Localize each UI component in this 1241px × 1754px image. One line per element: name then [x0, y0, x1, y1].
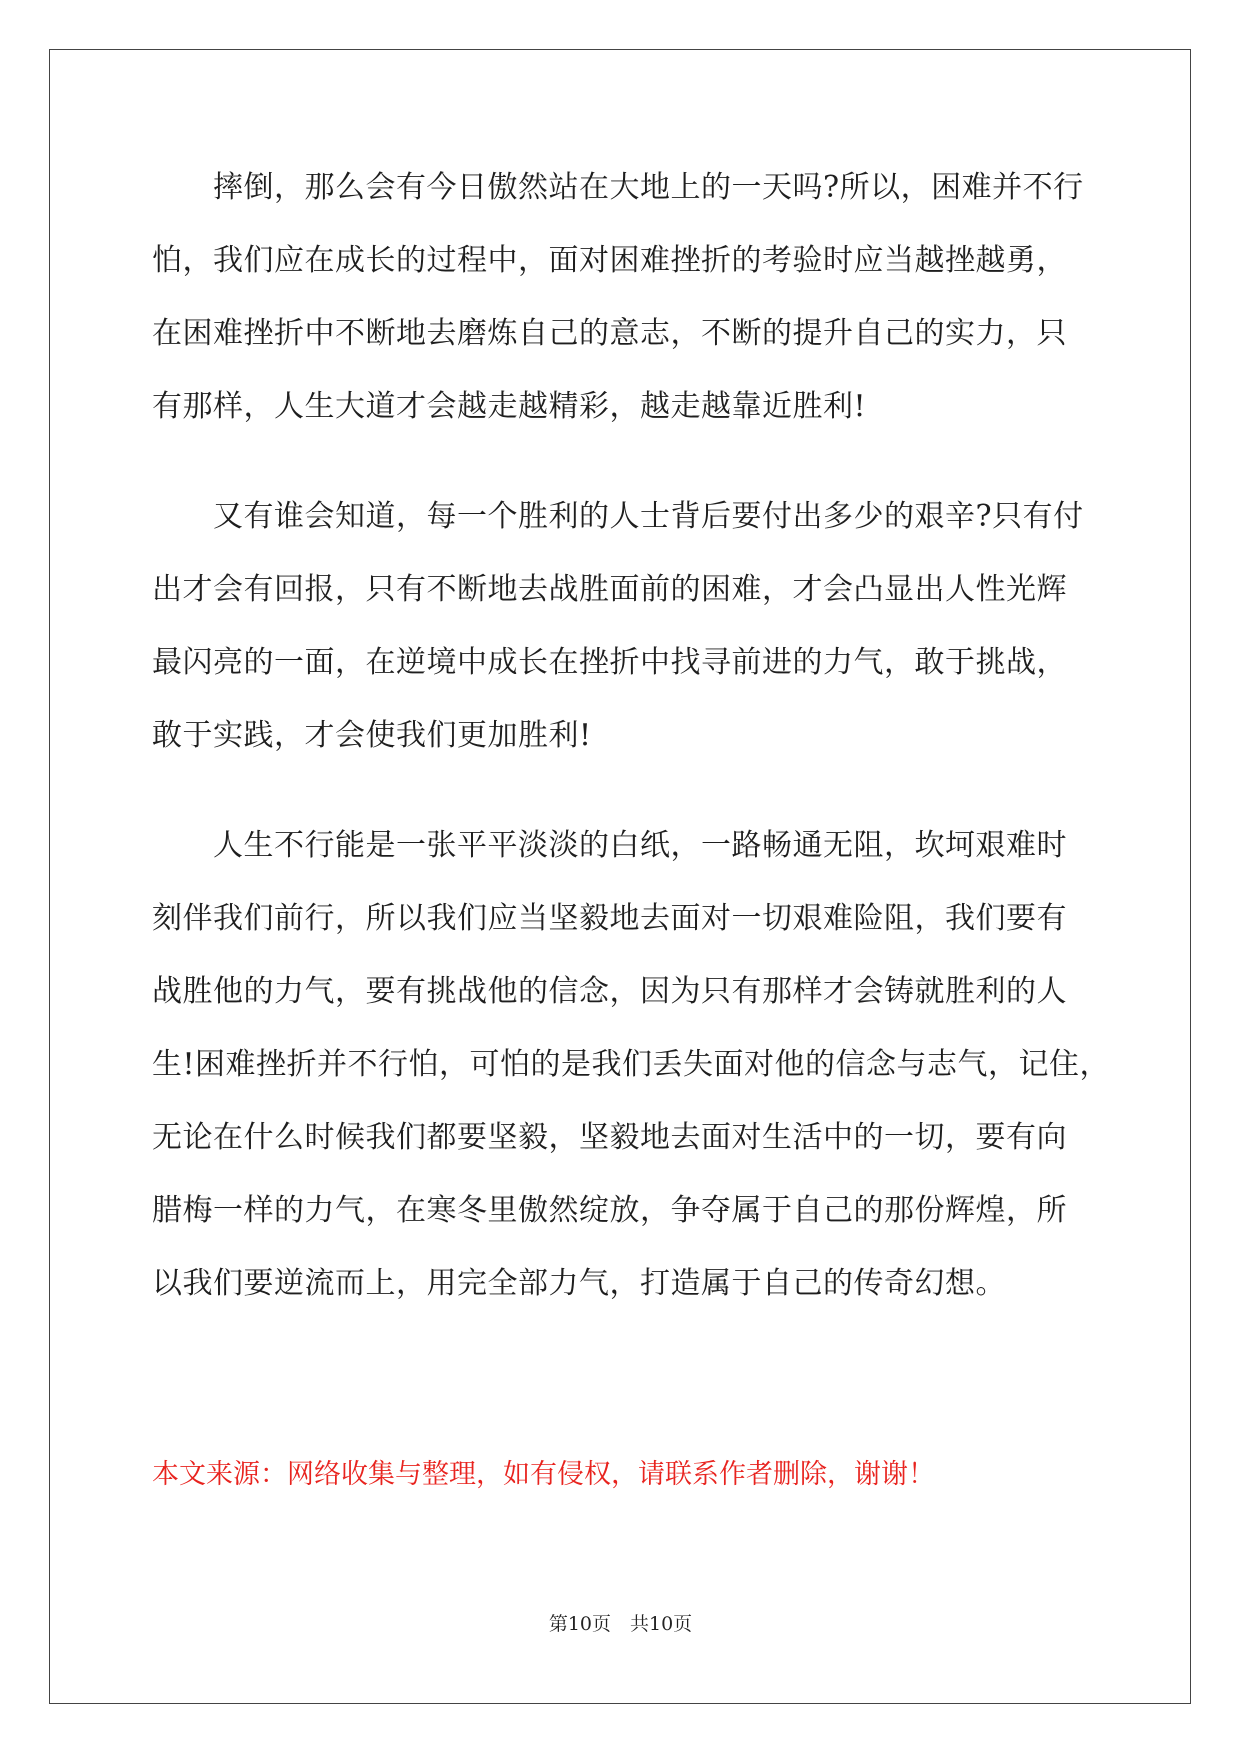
- page-footer: 第10页 共10页: [548, 1613, 693, 1635]
- text-line: 战胜他的力气，要有挑战他的信念，因为只有那样才会铸就胜利的人: [152, 974, 1067, 1009]
- text-line: 生!困难挫折并不行怕，可怕的是我们丢失面对他的信念与志气，记住，: [152, 1047, 1111, 1082]
- text-line: 怕，我们应在成长的过程中，面对困难挫折的考验时应当越挫越勇，: [152, 243, 1067, 278]
- text-line: 最闪亮的一面，在逆境中成长在挫折中找寻前进的力气，敢于挑战，: [152, 645, 1067, 680]
- text-line: 摔倒，那么会有今日傲然站在大地上的一天吗?所以，困难并不行: [152, 170, 1084, 205]
- text-line: 又有谁会知道，每一个胜利的人士背后要付出多少的艰辛?只有付: [152, 499, 1084, 534]
- text-line: 人生不行能是一张平平淡淡的白纸，一路畅通无阻，坎坷艰难时: [152, 828, 1067, 863]
- text-line: 敢于实践，才会使我们更加胜利!: [152, 718, 592, 753]
- text-line: 有那样，人生大道才会越走越精彩，越走越靠近胜利!: [152, 389, 867, 424]
- text-line: 以我们要逆流而上，用完全部力气，打造属于自己的传奇幻想。: [152, 1266, 1006, 1301]
- source-note: 本文来源：网络收集与整理，如有侵权，请联系作者删除，谢谢！: [152, 1459, 935, 1490]
- text-line: 腊梅一样的力气，在寒冬里傲然绽放，争夺属于自己的那份辉煌，所: [152, 1193, 1067, 1228]
- text-line: 在困难挫折中不断地去磨炼自己的意志，不断的提升自己的实力，只: [152, 316, 1067, 351]
- text-line: 刻伴我们前行，所以我们应当坚毅地去面对一切艰难险阻，我们要有: [152, 901, 1067, 936]
- text-line: 无论在什么时候我们都要坚毅，坚毅地去面对生活中的一切，要有向: [152, 1120, 1067, 1155]
- text-line: 出才会有回报，只有不断地去战胜面前的困难，才会凸显出人性光辉: [152, 572, 1067, 607]
